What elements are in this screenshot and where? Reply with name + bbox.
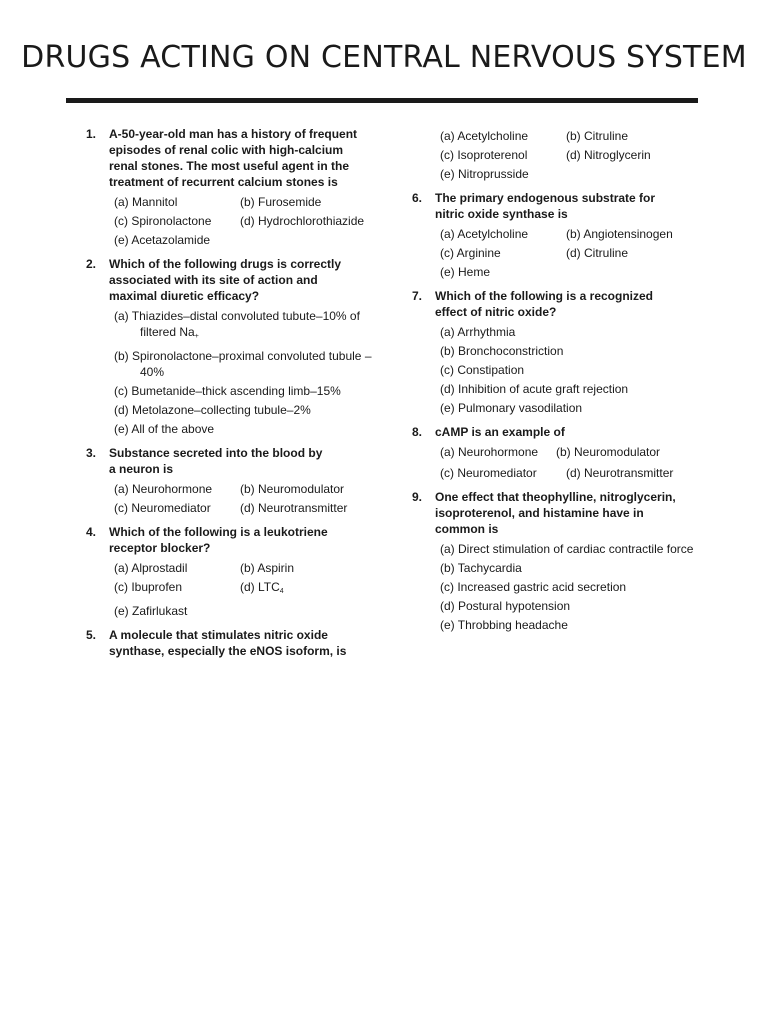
option-a: (a) Arrhythmia [440,325,516,339]
question-stem: A-50-year-old man has a history of frequent episodes of renal colic with high-calcium renal stones. The most useful agent in the treatment of recurrent calcium stones is [109,127,358,189]
option-d: (d) $LTC_4$ [240,580,284,595]
question-5 [86,627,382,659]
option-c: (c) Spironolactone [114,214,212,228]
question-2 [86,256,382,437]
question-stem: One effect that theophylline, nitroglycerin, isoproterenol, and histamine have in common is [435,490,676,536]
option-d: (d) Hydrochlorothiazide [240,214,365,228]
option-c: (c) Neuromediator [440,466,537,480]
option-e: (e) Pulmonary vasodilation [440,401,583,415]
answer-options [114,194,382,248]
option-e: (e) All of the above [114,422,215,436]
option-d: (d) Citruline [566,246,629,260]
option-a: (a) Neurohormone [114,482,213,496]
option-b: (b) Neuromodulator [240,482,345,496]
question-6 [412,190,712,280]
option-b: (b) Furosemide [240,195,322,209]
question-number: 3. [86,446,97,460]
subscript: + [194,333,199,340]
option-e: (e) Throbbing headache [440,618,568,632]
answer-options [440,226,712,280]
option-a: (a) Acetylcholine [440,129,529,143]
answer-options [114,481,382,516]
question-number: 8. [412,425,423,439]
option-a: (a) Alprostadil [114,561,188,575]
question-number: 6. [412,191,423,205]
question-stem: Which of the following drugs is correctly associated with its site of action and maximal diuretic efficacy? [109,257,342,303]
option-b: (b) Aspirin [240,561,295,575]
option-b: (b) Citruline [566,129,629,143]
option-d: (d) Neurotransmitter [240,501,348,515]
option-d: (d) Postural hypotension [440,599,571,613]
answer-options [440,128,712,182]
option-c: (c) Increased gastric acid secretion [440,580,627,594]
option-d: (d) Nitroglycerin [566,148,651,162]
option-a: (a) Thiazides–distal convoluted tubute–10% of filtered $Na_+$ [114,309,360,340]
subscript: 4 [279,588,284,595]
question-stem: cAMP is an example of [435,425,565,439]
question-5-options [412,128,712,182]
question-stem: A molecule that stimulates nitric oxide synthase, especially the eNOS isoform, is [109,628,347,658]
option-b: (b) Angiotensinogen [566,227,673,241]
question-number: 5. [86,628,97,642]
question-1 [86,126,382,248]
option-a: (a) Neurohormone [440,445,539,459]
question-4 [86,524,382,619]
question-number: 2. [86,257,97,271]
question-8 [412,424,712,481]
answer-options [114,560,382,619]
option-b: (b) Spironolactone–proximal convoluted tubule –40% [114,349,372,379]
option-e: (e) Nitroprusside [440,167,529,181]
option-b: (b) Tachycardia [440,561,522,575]
option-c: (c) Isoproterenol [440,148,528,162]
question-stem: Which of the following is a recognized effect of nitric oxide? [435,289,654,319]
option-e: (e) Heme [440,265,491,279]
question-7 [412,288,712,416]
left-column [86,126,382,667]
question-stem: The primary endogenous substrate for nitric oxide synthase is [435,191,656,221]
option-c: (c) Arginine [440,246,501,260]
option-d: (d) Neurotransmitter [566,466,674,480]
option-c: (c) Bumetanide–thick ascending limb–15% [114,384,341,398]
option-c: (c) Constipation [440,363,525,377]
right-column [412,128,712,641]
option-c: (c) Neuromediator [114,501,211,515]
page-title: DRUGS ACTING ON CENTRAL NERVOUS SYSTEM [21,40,747,75]
title-divider [66,98,698,103]
question-stem: Substance secreted into the blood by a neuron is [109,446,323,476]
answer-options [114,308,382,437]
option-a: (a) Mannitol [114,195,178,209]
option-a: (a) Acetylcholine [440,227,529,241]
question-number: 1. [86,127,97,141]
option-b: (b) Neuromodulator [556,445,661,459]
option-d: (d) Inhibition of acute graft rejection [440,382,629,396]
option-b: (b) Bronchoconstriction [440,344,564,358]
option-e: (e) Acetazolamide [114,233,211,247]
question-number: 9. [412,490,423,504]
question-3 [86,445,382,516]
answer-options [440,444,712,481]
question-stem: Which of the following is a leukotriene receptor blocker? [109,525,328,555]
option-d: (d) Metolazone–collecting tubule–2% [114,403,311,417]
question-number: 4. [86,525,97,539]
question-9 [412,489,712,633]
option-a: (a) Direct stimulation of cardiac contractile force [440,542,694,556]
option-c: (c) Ibuprofen [114,580,183,594]
question-number: 7. [412,289,423,303]
option-e: (e) Zafirlukast [114,604,188,618]
answer-options [440,541,712,633]
answer-options [440,324,712,416]
